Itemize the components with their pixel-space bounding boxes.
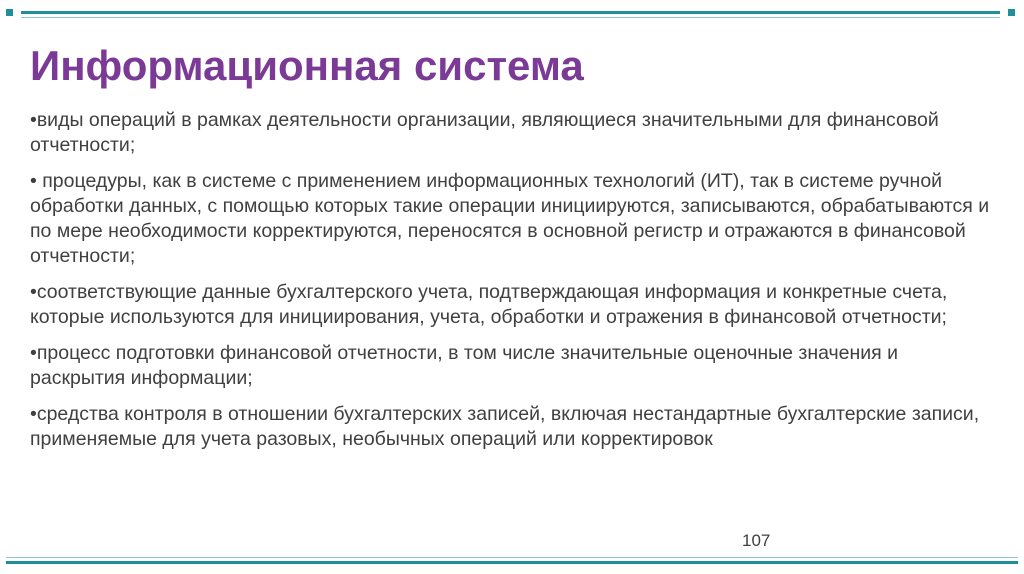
bullet-item: •средства контроля в отношении бухгалтерских записей, включая нестандартные бухгалтерские записи, применяемые для учета разовых, необычных операций или корректировок [30, 403, 980, 450]
bottom-rule-thin [6, 557, 1018, 558]
top-rule-left-square [6, 9, 13, 16]
top-rule-thin [21, 17, 1000, 18]
bullet-list [30, 108, 990, 463]
bullet-item: •процесс подготовки финансовой отчетности, в том числе значительные оценочные значения и раскрытия информации; [30, 342, 899, 389]
top-rule-right-square [1008, 9, 1015, 16]
bullet-item: • процедуры, как в системе с применением информационных технологий (ИТ), так в системе ручной обработки данных, с помощью которых такие операции инициируются, записываются, обрабатываются и по мере необходимости корректируются, переносятся в основной регистр и отражаются в финансовой отчетности; [30, 170, 990, 267]
page-number: 107 [742, 531, 771, 550]
bottom-rule [6, 561, 1018, 564]
top-rule [21, 11, 1000, 14]
bullet-item: •соответствующие данные бухгалтерского учета, подтверждающая информация и конкретные счета, которые используются для инициирования, учета, обработки и отражения в финансовой отчетности; [30, 281, 948, 328]
bullet-item: •виды операций в рамках деятельности организации, являющиеся значительными для финансовой отчетности; [30, 109, 939, 156]
slide-title: Информационная система [30, 42, 584, 89]
